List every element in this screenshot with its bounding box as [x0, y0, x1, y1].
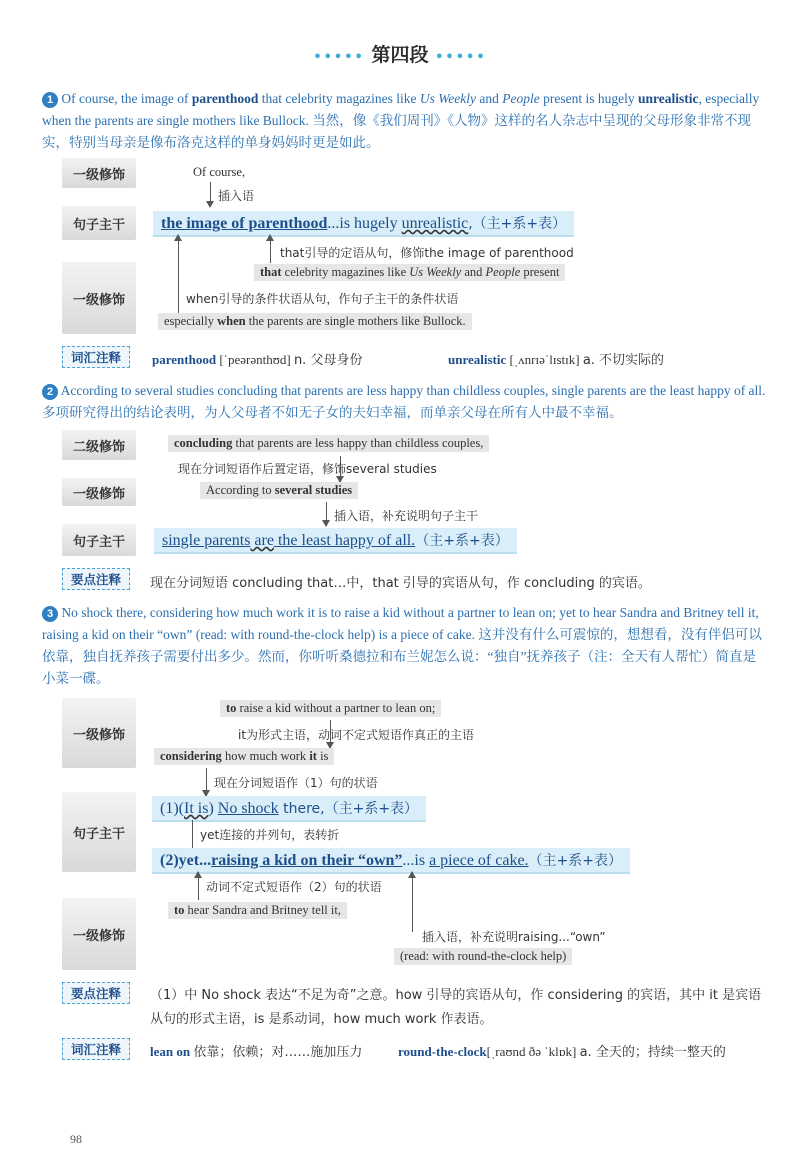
label-main-s2: 句子主干: [62, 524, 136, 556]
s3-m2-e: （主+系+表）: [528, 853, 623, 869]
according-phrase: [200, 482, 358, 499]
s1-text-e: and: [476, 91, 503, 106]
concluding-note: [178, 460, 437, 477]
s2-concl-a: concluding: [174, 436, 233, 450]
sentence-2: [42, 380, 768, 424]
label-mod1-s1: 一级修饰: [62, 158, 136, 188]
s3-m1-a: (1)(: [160, 800, 184, 817]
v2-word: unrealistic: [448, 352, 507, 367]
page-number: 98: [70, 1132, 82, 1146]
vocab-parenthood: [152, 349, 362, 368]
s1-text-f: People: [502, 91, 540, 106]
when-note: when引导的条件状语从句，作句子主干的条件状语: [186, 292, 459, 306]
concluding-phrase: [168, 435, 489, 452]
sentence-1: [42, 88, 768, 154]
title-dots-right: •••••: [435, 50, 487, 65]
key-note-s3: （1）中 No shock 表达“不足为奇”之意。how 引导的宾语从句，作 considering 的宾语，其中 it 是宾语从句的形式主语，is 是系动词，how much work 作表语。: [150, 988, 762, 1027]
s1-main-a: the image of parenthood: [161, 215, 328, 232]
s1-that-d: and: [461, 265, 486, 279]
main-clause-s2: [154, 528, 517, 554]
s1-text-d: Us Weekly: [419, 91, 477, 106]
to-raise-phrase: [220, 700, 441, 717]
vocab-tag-s1: 词汇注释: [62, 346, 130, 368]
s3-hear-b: hear Sandra and Britney tell it,: [184, 903, 341, 917]
s1-text-g: present is hugely: [539, 91, 638, 106]
s1-text-i: , especially when the parents are single mothers like Bullock. 当然，像《我们周刊》《人物》这样的名人杂志中呈现的父母形象非常不现实，特别当母亲是像布洛克这样的单身妈妈时更是如此。: [42, 91, 760, 150]
label-mod2-s2: 二级修饰: [62, 430, 136, 460]
that-note: that引导的定语从句，修饰the image of parenthood: [280, 246, 574, 260]
s3-m1-d: No shock: [217, 800, 279, 817]
s1-that-a: that: [260, 265, 282, 279]
of-course: Of course,: [193, 165, 246, 179]
s2-concl-note-a: 现在分词短语作后置定语，: [178, 462, 323, 476]
s2-main-b: are: [250, 532, 274, 549]
considering-phrase: [154, 748, 334, 765]
when-clause: [158, 313, 472, 330]
s2-concl-note-b: 修饰several studies: [322, 462, 437, 476]
insert-note: 插入语: [218, 189, 255, 203]
s3-cons-b: how much work: [221, 749, 310, 763]
s1-that-c: Us Weekly: [409, 265, 462, 279]
vocab-round-the-clock: [398, 1041, 726, 1060]
s1-that-b: celebrity magazines like: [281, 265, 410, 279]
s3-hear-a: to: [174, 903, 185, 917]
s1-main-b: ...is hugely: [327, 215, 402, 232]
s1-that-f: present: [520, 265, 560, 279]
s3-v1-word: lean on: [150, 1044, 191, 1059]
key-tag-s3: 要点注释: [62, 982, 130, 1004]
s3-m2-b: raising a kid on their “own”: [211, 852, 403, 869]
s1-main-c: unrealistic: [401, 215, 469, 232]
s3-to-b: raise a kid without a partner to lean on;: [236, 701, 436, 715]
s3-m1-e: there,（主+系+表）: [278, 801, 419, 817]
v1-word: parenthood: [152, 352, 217, 367]
s1-text-h: unrealistic: [638, 91, 699, 106]
s3-m1-b: It is: [183, 800, 209, 817]
label-main-s3: 句子主干: [62, 792, 136, 872]
sentence-number-3: 3: [42, 606, 58, 622]
s2-main-a: single parents: [162, 532, 251, 549]
label-mod1-s3: 一级修饰: [62, 698, 136, 768]
s3-cons-d: is: [316, 749, 329, 763]
key-tag-s2: 要点注释: [62, 568, 130, 590]
s2-acc-b: several studies: [274, 483, 353, 497]
s3-m1-c: ): [208, 800, 218, 817]
s3-to-a: to: [226, 701, 237, 715]
s1-text-a: Of course, the image of: [61, 91, 192, 106]
read-phrase: (read: with round-the-clock help): [394, 948, 572, 965]
s2-text: According to several studies concluding that parents are less happy than childless couples, single parents are the least happy of all. 多项研究得出的结论表明，为人父母者不如无子女的夫妇幸福，而单亲父母在所有人中最不幸福。: [42, 383, 766, 420]
s3-v2-def: a. 全天的；持续一整天的: [579, 1045, 726, 1060]
section-title: [0, 40, 800, 67]
s1-text-c: that celebrity magazines like: [258, 91, 420, 106]
yet-note: yet连接的并列句，表转折: [200, 828, 340, 842]
sentence-3: [42, 602, 768, 690]
according-note: 插入语，补充说明句子主干: [334, 509, 479, 523]
s3-m2-d: a piece of cake.: [429, 852, 529, 869]
s3-m2-a: (2)yet...: [160, 852, 212, 869]
that-clause: [254, 264, 565, 281]
v2-def: a. 不切实际的: [582, 353, 665, 368]
s1-that-e: People: [485, 265, 521, 279]
vocab-lean-on: [150, 1041, 362, 1060]
s3-text: No shock there, considering how much work it is to raise a kid without a partner to lean on; yet to hear Sandra and Britney tell it, raising a kid on their “own” (read: with round-the-clock help) is a piece of cake. 这并没有什么可震惊的，想想看，没有伴侣可以依靠，独自抚养孩子需要付出多少。然而，你听听桑德拉和布兰妮怎么说：“独自”抚养孩子（注：全天有人帮忙）简直是小菜一碟。: [42, 605, 762, 686]
vocab-unrealistic: [448, 349, 664, 368]
s3-v2-ipa: [ˌraʊnd ðə ˈklɒk]: [486, 1044, 577, 1059]
s2-concl-b: that parents are less happy than childless couples,: [232, 436, 484, 450]
s1-main-d: ,（主+系+表）: [468, 216, 567, 232]
insert-note-s3: 插入语，补充说明raising...“own”: [422, 930, 606, 944]
label-main-s1: 句子主干: [62, 206, 136, 240]
s2-acc-a: According to: [206, 483, 275, 497]
s3-v1-def: 依靠；依赖；对……施加压力: [193, 1045, 363, 1060]
considering-note: 现在分词短语作（1）句的状语: [214, 776, 378, 790]
title-text: 第四段: [371, 44, 429, 66]
label-mod1-s2: 一级修饰: [62, 478, 136, 506]
main-clause-s3-2: [152, 848, 630, 874]
v1-def: n. 父母身份: [293, 353, 363, 368]
title-dots-left: •••••: [313, 50, 365, 65]
v2-ipa: [ˌʌnrɪəˈlɪstɪk]: [509, 352, 580, 367]
label-mod2-s1: 一级修饰: [62, 262, 136, 334]
s1-esp-b: when: [217, 314, 246, 328]
sentence-number-1: 1: [42, 92, 58, 108]
it-note: it为形式主语，动词不定式短语作真正的主语: [238, 728, 475, 742]
s2-main-d: （主+系+表）: [415, 533, 509, 549]
s2-main-c: the least happy of all.: [273, 532, 416, 549]
main-clause-s3-1: [152, 796, 426, 822]
to-hear-phrase: [168, 902, 347, 919]
vocab-tag-s3: 词汇注释: [62, 1038, 130, 1060]
sentence-number-2: 2: [42, 384, 58, 400]
label-mod2-s3: 一级修饰: [62, 898, 136, 970]
s3-v2-word: round-the-clock: [398, 1044, 487, 1059]
s3-m2-c: ...is: [402, 852, 430, 869]
main-clause-s1: [153, 211, 574, 237]
s1-text-b: parenthood: [191, 91, 259, 106]
key-note-s2: 现在分词短语 concluding that…中，that 引导的宾语从句，作 concluding 的宾语。: [150, 576, 651, 591]
inf-note: 动词不定式短语作（2）句的状语: [206, 880, 382, 894]
s1-esp-c: the parents are single mothers like Bullock.: [245, 314, 466, 328]
s3-cons-c: it: [309, 749, 317, 763]
s3-cons-a: considering: [160, 749, 222, 763]
s1-esp-a: especially: [164, 314, 218, 328]
v1-ipa: [ˈpeərənthʊd]: [219, 352, 291, 367]
